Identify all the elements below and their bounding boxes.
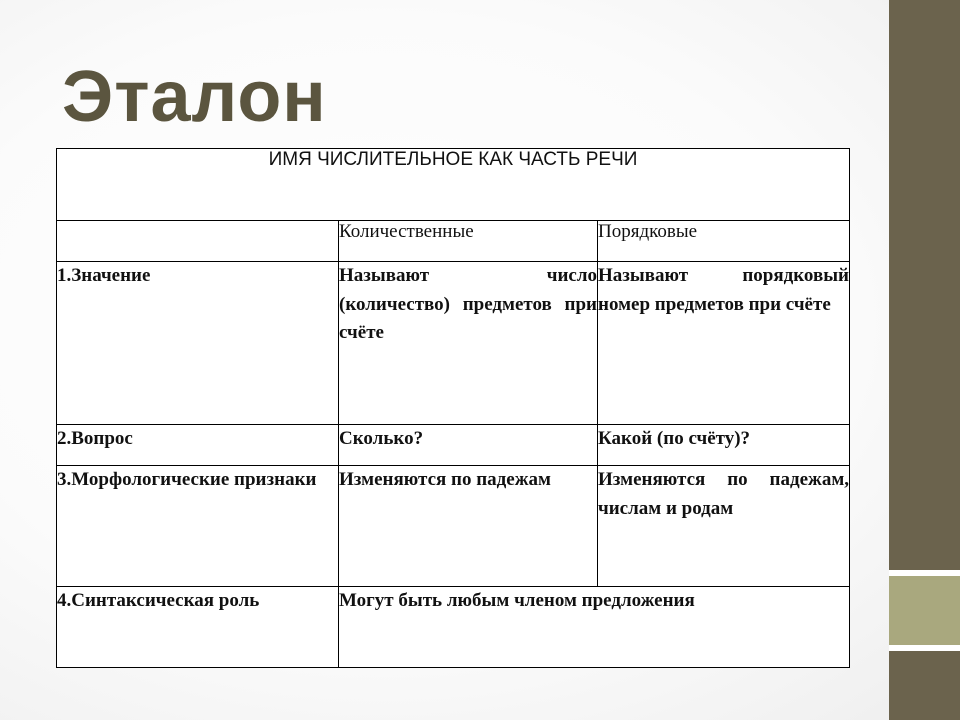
table-row xyxy=(57,262,850,425)
header-empty-cell xyxy=(57,221,339,262)
table-row xyxy=(57,425,850,466)
cell-cardinal-morphology: Изменяются по падежам xyxy=(339,466,598,587)
numeral-table xyxy=(56,148,850,668)
table-header-row xyxy=(57,221,850,262)
cell-ordinal-question: Какой (по счёту)? xyxy=(598,425,850,466)
table-caption: ИМЯ ЧИСЛИТЕЛЬНОЕ КАК ЧАСТЬ РЕЧИ xyxy=(57,149,850,221)
header-ordinal: Порядковые xyxy=(598,221,850,262)
cell-cardinal-question: Сколько? xyxy=(339,425,598,466)
row-label-syntax: 4.Синтаксическая роль xyxy=(57,587,339,668)
row-label-question: 2.Вопрос xyxy=(57,425,339,466)
cell-ordinal-meaning: Называют порядковый номер предметов при счёте xyxy=(598,262,850,425)
header-cardinal: Количественные xyxy=(339,221,598,262)
side-decor-gap-bottom xyxy=(889,645,960,651)
table-row xyxy=(57,466,850,587)
row-label-meaning: 1.Значение xyxy=(57,262,339,425)
side-decor-accent xyxy=(889,576,960,645)
cell-ordinal-morphology: Изменяются по падежам, числам и родам xyxy=(598,466,850,587)
table-caption-row xyxy=(57,149,850,221)
cell-syntax-role: Могут быть любым членом предложения xyxy=(339,587,850,668)
cell-cardinal-meaning: Называют число (количество) предметов при счёте xyxy=(339,262,598,425)
row-label-morphology: 3.Морфологические признаки xyxy=(57,466,339,587)
table-row xyxy=(57,587,850,668)
slide-title: Эталон xyxy=(62,57,327,137)
